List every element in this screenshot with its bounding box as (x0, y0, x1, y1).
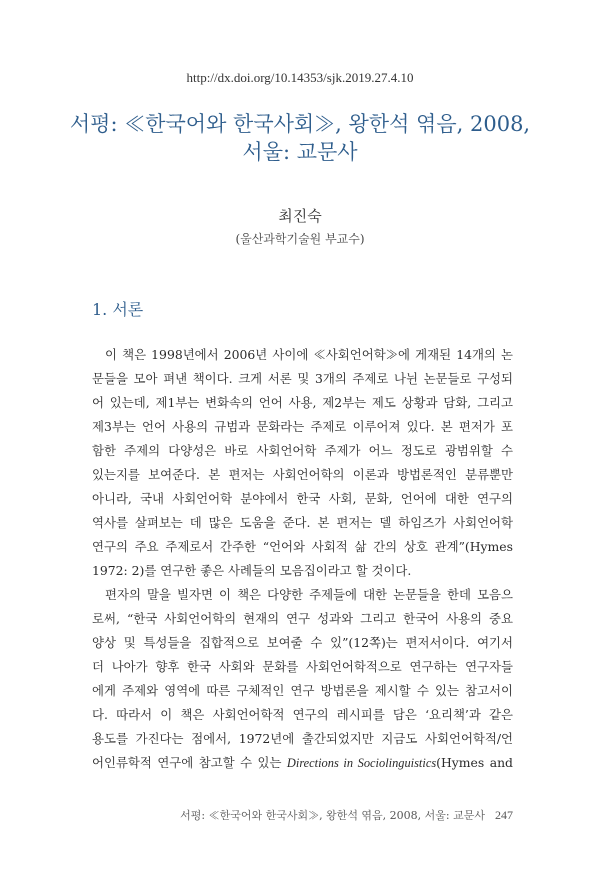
body-line: 편자의 말을 빌자면 이 책은 다양한 주제들에 대한 논문들을 한데 모음으 (105, 587, 513, 602)
body-line: 더 나아가 향후 한국 사회와 문화를 사회언어학적으로 연구하는 연구자들 (92, 659, 513, 674)
body-text (92, 343, 513, 775)
doi-link[interactable]: http://dx.doi.org/10.14353/sjk.2019.27.4.10 (186, 70, 414, 85)
body-line-last (92, 751, 513, 775)
body-line: 이 책은 1998년에서 2006년 사이에 ≪사회언어학≫에 게재된 14개의 논 (105, 347, 513, 362)
body-line: 로써, “한국 사회언어학의 현재의 연구 성과와 그리고 한국어 사용의 중요 (92, 611, 513, 626)
page-number: 247 (495, 808, 513, 822)
body-line: 에게 주제와 영역에 따른 구체적인 연구 방법론을 제시할 수 있는 참고서이 (92, 683, 513, 698)
book-title-italic: Directions in Sociolinguistics (286, 756, 437, 770)
author-name: 최진숙 (278, 207, 322, 225)
body-line: 양상 및 특성들을 집합적으로 보여줄 수 있”(12쪽)는 편저서이다. 여기서 (92, 635, 513, 650)
title-line-2: 서울: 교문사 (242, 140, 358, 164)
article-title (60, 110, 540, 166)
body-line-last-before: 어인류학적 연구에 참고할 수 있는 (92, 755, 287, 770)
author-affiliation: (울산과학기술원 부교수) (235, 232, 365, 246)
body-line: 함한 주제의 다양성은 바로 사회언어학 주제가 어느 정도로 광범위할 수 (92, 443, 513, 458)
page-footer (0, 807, 513, 823)
body-line: 연구의 주요 주제로서 간주한 “언어와 사회적 삶 간의 상호 관계”(Hymes (92, 539, 513, 554)
body-line-last-after: (Hymes and (436, 755, 513, 770)
section-heading: 1. 서론 (92, 300, 144, 319)
body-line: 역사를 살펴보는 데 많은 도움을 준다. 본 편저는 델 하임즈가 사회언어학 (92, 515, 513, 530)
title-line-1: 서평: ≪한국어와 한국사회≫, 왕한석 엮음, 2008, (69, 112, 531, 136)
body-line: 다. 따라서 이 책은 사회언어학적 연구의 레시피를 담은 ‘요리책’과 같은 (92, 707, 513, 722)
running-title: 서평: ≪한국어와 한국사회≫, 왕한석 엮음, 2008, 서울: 교문사 (180, 809, 485, 822)
body-line: 있는지를 보여준다. 본 편저는 사회언어학의 이론과 방법론적인 분류뿐만 (92, 467, 513, 482)
body-line: 문들을 모아 펴낸 책이다. 크게 서론 및 3개의 주제로 나뉜 논문들로 구성되 (92, 371, 513, 386)
body-line: 제3부는 언어 사용의 규범과 문화라는 주제로 이루어져 있다. 본 편저가 포 (92, 419, 513, 434)
body-line: 1972: 2)를 연구한 좋은 사례들의 모음집이라고 할 것이다. (92, 563, 412, 578)
body-line: 아니라, 국내 사회언어학 분야에서 한국 사회, 문화, 언어에 대한 연구의 (92, 491, 513, 506)
body-line: 어 있는데, 제1부는 변화속의 언어 사용, 제2부는 제도 상황과 담화, 그리고 (92, 395, 513, 410)
body-line: 용도를 가진다는 점에서, 1972년에 출간되었지만 지금도 사회언어학적/언 (92, 731, 513, 746)
